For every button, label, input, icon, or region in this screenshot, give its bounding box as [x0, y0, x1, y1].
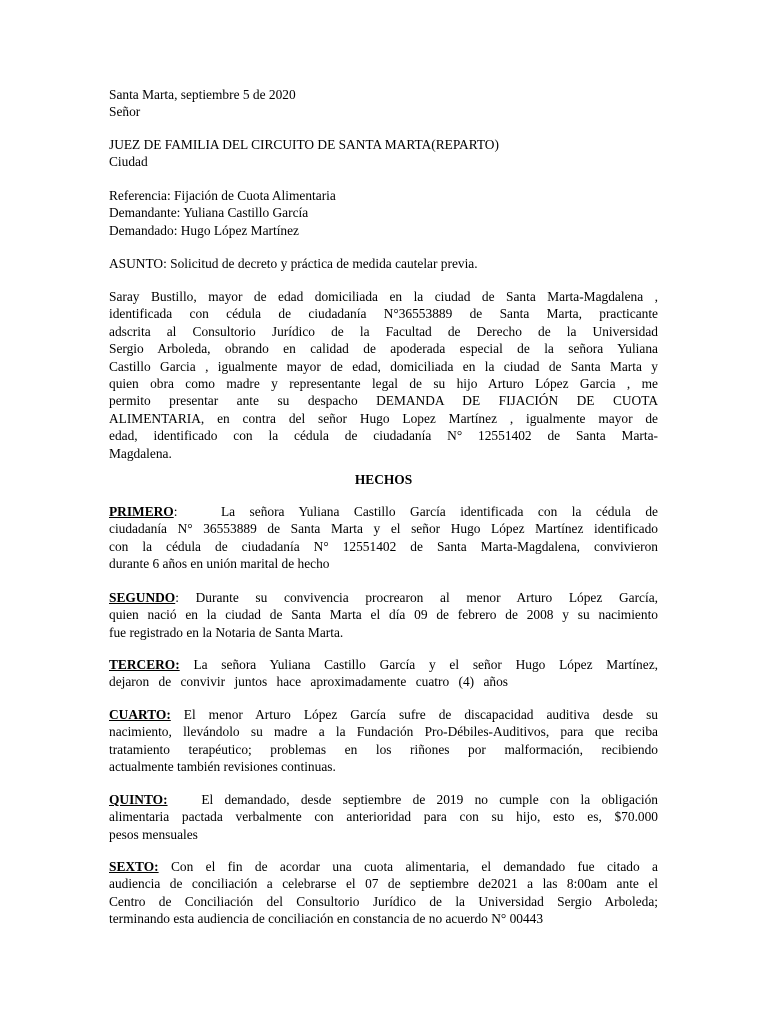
- hecho-line: Durante su convivencia procrearon al menor Arturo López García,: [195, 590, 658, 605]
- hecho-label: PRIMERO: [109, 504, 174, 519]
- hecho-label: CUARTO:: [109, 707, 171, 722]
- addressee: JUEZ DE FAMILIA DEL CIRCUITO DE SANTA MARTA(REPARTO): [109, 137, 499, 152]
- hecho-line: pesos mensuales: [109, 826, 198, 842]
- hecho-line: nacimiento, llevándolo su madre a la Fundación Pro-Débiles-Auditivos, para que reciba: [109, 724, 658, 740]
- salutation: Señor: [109, 104, 141, 120]
- hecho-line: alimentaria pactada verbalmente con anterioridad para con su hijo, esto es, $70.000: [109, 809, 658, 825]
- hecho-sexto: [109, 858, 658, 928]
- asunto-block: [109, 255, 658, 272]
- hechos-title: HECHOS: [354, 472, 413, 487]
- hecho-line: terminando esta audiencia de conciliación en constancia de no acuerdo N° 00443: [109, 911, 544, 927]
- hecho-line: La señora Yuliana Castillo García identificada con la cédula de: [220, 504, 658, 519]
- hecho-line: con la cédula de ciudadanía N° 12551402 de Santa Marta-Magdalena, convivieron: [109, 538, 658, 554]
- hecho-label: QUINTO:: [109, 792, 168, 807]
- demandante-line: Demandante: Yuliana Castillo García: [109, 205, 309, 221]
- hecho-segundo: [109, 589, 658, 641]
- hecho-cuarto: [109, 706, 658, 776]
- hecho-line: durante 6 años en unión marital de hecho: [109, 556, 330, 572]
- hecho-line: audiencia de conciliación a celebrarse el 07 de septiembre de2021 a las 8:00am ante el: [109, 876, 658, 892]
- demandado-line: Demandado: Hugo López Martínez: [109, 222, 300, 238]
- hecho-quinto: [109, 791, 658, 843]
- hecho-label: SEXTO:: [109, 859, 159, 874]
- intro-line: adscrita al Consultorio Jurídico de la Facultad de Derecho de la Universidad: [109, 323, 658, 339]
- intro-line: Sergio Arboleda, obrando en calidad de apoderada especial de la señora Yuliana: [109, 341, 658, 357]
- hecho-separator: :: [173, 504, 178, 519]
- asunto-line: ASUNTO: Solicitud de decreto y práctica de medida cautelar previa.: [109, 256, 478, 271]
- hecho-line: El demandado, desde septiembre de 2019 no cumple con la obligación: [201, 792, 658, 807]
- hecho-line: dejaron de convivir juntos hace aproximadamente cuatro (4) años: [109, 674, 509, 690]
- city: Ciudad: [109, 154, 148, 170]
- intro-line: Saray Bustillo, mayor de edad domiciliada en la ciudad de Santa Marta-Magdalena ,: [109, 289, 658, 304]
- hecho-line: Con el fin de acordar una cuota alimentaria, el demandado fue citado a: [170, 859, 658, 874]
- intro-line: permito presentar ante su despacho DEMANDA DE FIJACIÓN DE CUOTA: [109, 393, 658, 409]
- hecho-label: SEGUNDO: [109, 590, 176, 605]
- hecho-separator: :: [175, 590, 179, 605]
- addressee-block: [109, 136, 658, 171]
- reference-block: [109, 187, 658, 239]
- hecho-tercero: [109, 656, 658, 691]
- intro-line: edad, identificado con la cédula de ciudadanía N° 12551402 de Santa Marta-: [109, 428, 658, 444]
- hecho-line: fue registrado en la Notaria de Santa Marta.: [109, 624, 344, 640]
- intro-line: ALIMENTARIA, en contra del señor Hugo Lopez Martínez , igualmente mayor de: [109, 410, 658, 426]
- hecho-line: actualmente también revisiones continuas.: [109, 759, 336, 775]
- hecho-line: La señora Yuliana Castillo García y el señor Hugo López Martínez,: [193, 657, 658, 672]
- intro-line: identificada con cédula de ciudadanía N°36553889 de Santa Marta, practicante: [109, 306, 658, 322]
- date-line: Santa Marta, septiembre 5 de 2020: [109, 87, 296, 102]
- letter-header: [109, 86, 658, 121]
- hecho-line: ciudadanía N° 36553889 de Santa Marta y el señor Hugo López Martínez identificado: [109, 521, 658, 537]
- referencia-line: Referencia: Fijación de Cuota Alimentaria: [109, 188, 336, 203]
- hecho-label: TERCERO:: [109, 657, 180, 672]
- hecho-line: tratamiento terapéutico; problemas en los riñones por malformación, recibiendo: [109, 741, 658, 757]
- intro-paragraph: [109, 288, 658, 462]
- intro-line: Castillo Garcia , igualmente mayor de edad, domiciliada en la ciudad de Santa Marta y: [109, 358, 658, 374]
- hecho-primero: [109, 503, 658, 573]
- hecho-line: Centro de Conciliación del Consultorio Jurídico de la Universidad Sergio Arboleda;: [109, 893, 658, 909]
- hecho-line: El menor Arturo López García sufre de discapacidad auditiva desde su: [183, 707, 658, 722]
- hecho-line: quien nació en la ciudad de Santa Marta el día 09 de febrero de 2008 y su nacimiento: [109, 607, 658, 623]
- intro-line: quien obra como madre y representante legal de su hijo Arturo López Garcia , me: [109, 376, 658, 392]
- intro-line: Magdalena.: [109, 445, 172, 461]
